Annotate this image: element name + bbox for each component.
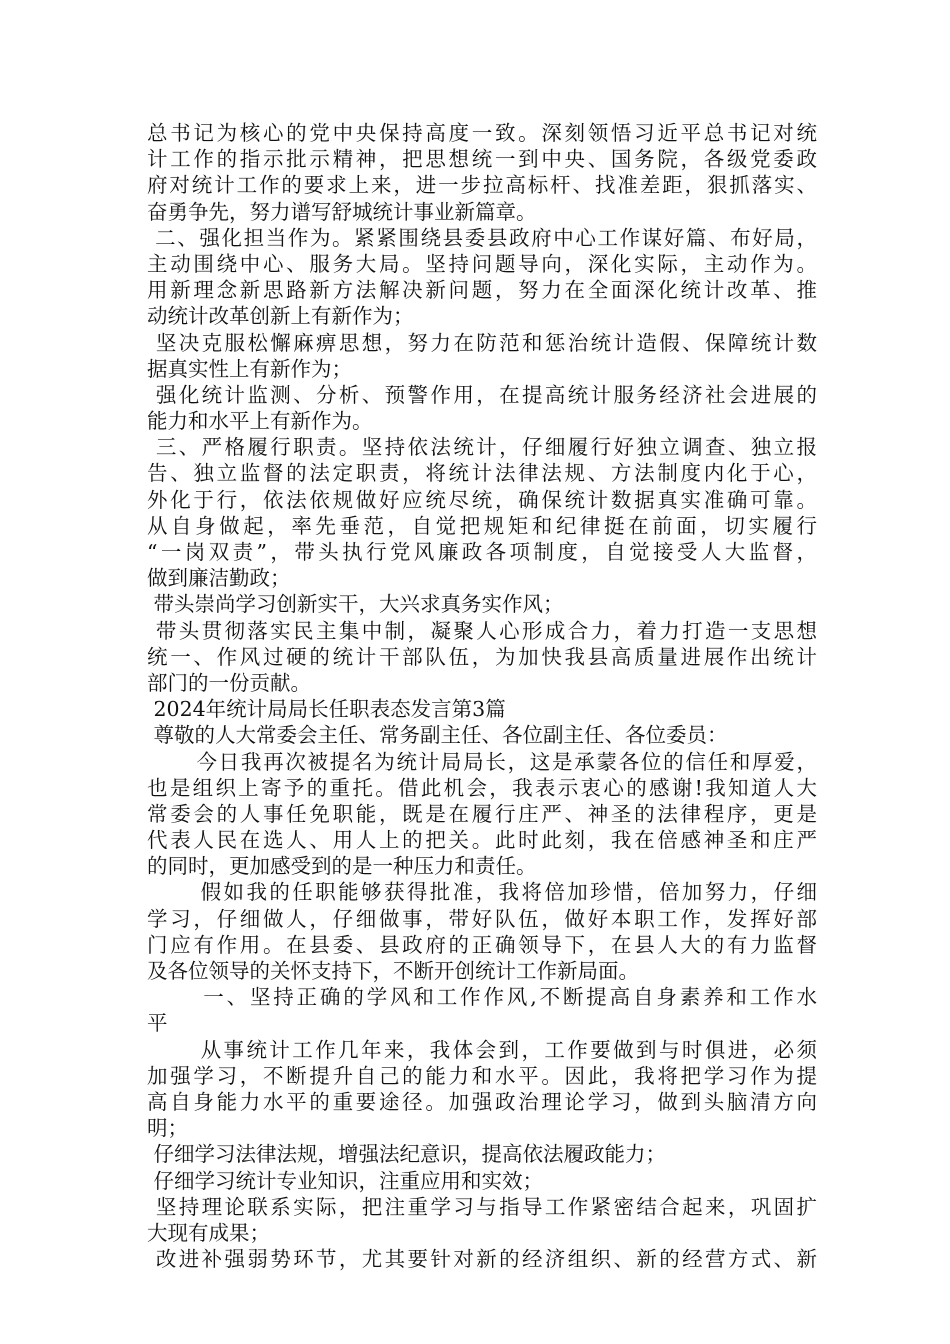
text-line: 做到廉洁勤政； <box>147 566 291 591</box>
text-line: 计工作的指示批示精神，把思想统一到中央、国务院，各级党委政 <box>147 147 817 172</box>
text-line: 动统计改革创新上有新作为； <box>147 304 414 329</box>
text-line: 假如我的任职能够获得批准，我将倍加珍惜，倍加努力，仔细 <box>147 880 817 905</box>
text-line: 总书记为核心的党中央保持高度一致。深刻领悟习近平总书记对统 <box>147 121 817 145</box>
text-line: 据真实性上有新作为； <box>147 356 352 381</box>
document-body <box>147 120 817 1272</box>
text-line: 坚持理论联系实际，把注重学习与指导工作紧密结合起来，巩固扩 <box>147 1194 817 1219</box>
text-line: 从事统计工作几年来，我体会到，工作要做到与时俱进，必须 <box>147 1037 817 1062</box>
text-line: 部门的一份贡献。 <box>147 670 311 695</box>
text-line: 奋勇争先，努力谱写舒城统计事业新篇章。 <box>147 199 537 224</box>
text-line: 仔细学习统计专业知识，注重应用和实效； <box>147 1168 544 1193</box>
text-line: 带头崇尚学习创新实干，大兴求真务实作风； <box>147 592 564 617</box>
text-line: 坚决克服松懈麻痹思想，努力在防范和惩治统计造假、保障统计数 <box>147 330 817 355</box>
text-line: 二、强化担当作为。紧紧围绕县委县政府中心工作谋好篇、布好局， <box>147 225 817 250</box>
text-line: 加强学习，不断提升自己的能力和水平。因此，我将把学习作为提 <box>147 1063 817 1088</box>
text-line: 统一、作风过硬的统计干部队伍，为加快我县高质量进展作出统计 <box>147 644 817 669</box>
text-line: 强化统计监测、分析、预警作用，在提高统计服务经济社会进展的 <box>147 382 817 407</box>
text-line: 尊敬的人大常委会主任、常务副主任、各位副主任、各位委员： <box>147 723 728 748</box>
text-line: 学习，仔细做人，仔细做事，带好队伍，做好本职工作，发挥好部 <box>147 906 817 931</box>
text-line: 的同时，更加感受到的是一种压力和责任。 <box>147 854 537 879</box>
text-line: 高自身能力水平的重要途径。加强政治理论学习，做到头脑清方向 <box>147 1089 817 1114</box>
text-line: 告、独立监督的法定职责，将统计法律法规、方法制度内化于心， <box>147 461 817 486</box>
text-line: 仔细学习法律法规，增强法纪意识，提高依法履政能力； <box>147 1142 667 1167</box>
text-line: 及各位领导的关怀支持下，不断开创统计工作新局面。 <box>147 959 639 983</box>
text-line: 2024年统计局局长任职表态发言第3篇 <box>147 697 506 722</box>
text-line: 能力和水平上有新作为。 <box>147 409 373 434</box>
text-line: 主动围绕中心、服务大局。坚持问题导向，深化实际，主动作为。 <box>147 251 817 276</box>
text-line: 常委会的人事任免职能，既是在履行庄严、神圣的法律程序，更是 <box>147 801 817 826</box>
text-line: “一岗双责”，带头执行党风廉政各项制度，自觉接受人大监督， <box>147 540 817 564</box>
text-line: 带头贯彻落实民主集中制，凝聚人心形成合力，着力打造一支思想 <box>147 618 817 643</box>
text-line: 一、坚持正确的学风和工作作风,不断提高自身素养和工作水 <box>147 985 817 1010</box>
text-line: 代表人民在选人、用人上的把关。此时此刻，我在倍感神圣和庄严 <box>147 828 817 853</box>
text-line: 府对统计工作的要求上来，进一步拉高标杆、找准差距，狠抓落实、 <box>147 173 817 198</box>
text-line: 大现有成果； <box>147 1220 270 1245</box>
text-line: 外化于行，依法依规做好应统尽统，确保统计数据真实准确可靠。 <box>147 487 817 512</box>
text-line: 今日我再次被提名为统计局局长，这是承蒙各位的信任和厚爱， <box>147 749 817 774</box>
text-line: 平 <box>147 1011 168 1036</box>
text-line: 用新理念新思路新方法解决新问题，努力在全面深化统计改革、推 <box>147 278 817 303</box>
text-line: 从自身做起，率先垂范，自觉把规矩和纪律挺在前面，切实履行 <box>147 513 817 538</box>
text-line: 改进补强弱势环节，尤其要针对新的经济组织、新的经营方式、新 <box>147 1247 817 1272</box>
text-line: 也是组织上寄予的重托。借此机会，我表示衷心的感谢!我知道人大 <box>147 775 817 800</box>
text-line: 三、严格履行职责。坚持依法统计，仔细履行好独立调查、独立报 <box>147 435 817 460</box>
text-line: 门应有作用。在县委、县政府的正确领导下，在县人大的有力监督 <box>147 932 817 957</box>
text-line: 明； <box>147 1116 188 1141</box>
